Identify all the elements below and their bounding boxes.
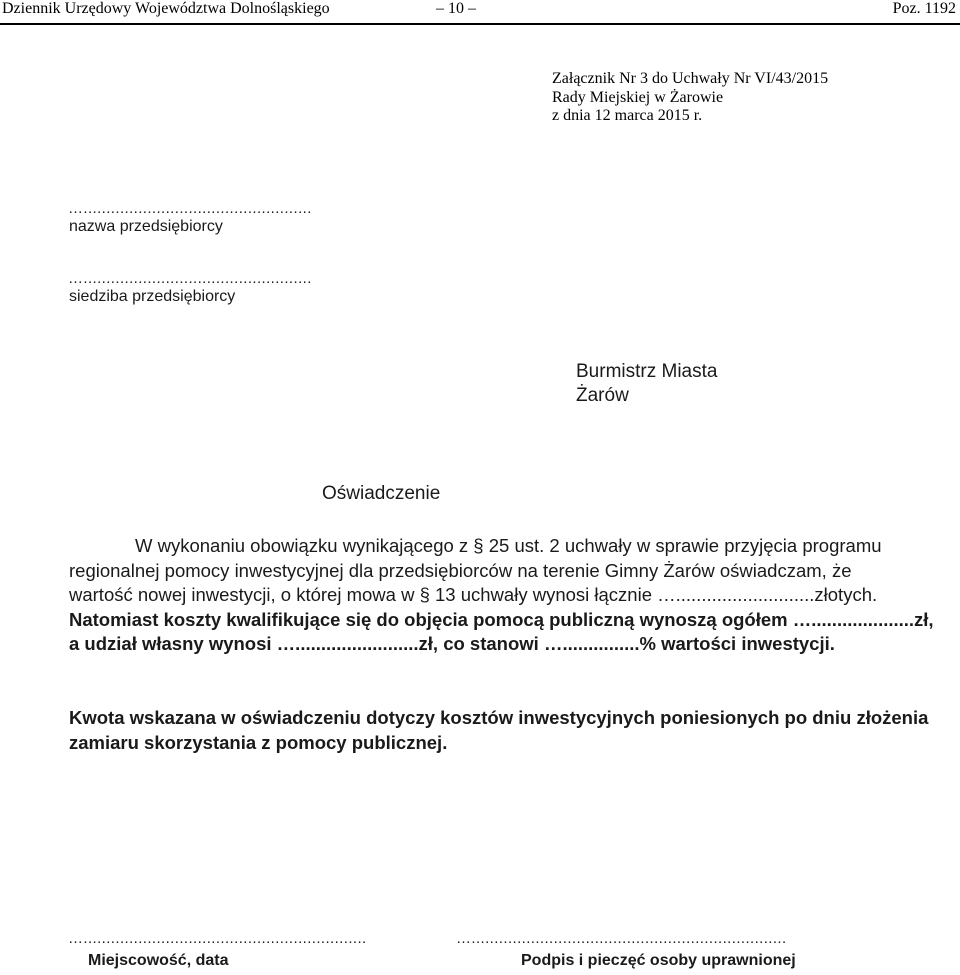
journal-title: Dziennik Urzędowy Województwa Dolnośląskiego: [2, 0, 330, 17]
position-number: Poz. 1192: [892, 0, 956, 17]
signature-field: ….....................................................................: [456, 930, 787, 947]
amount-note-paragraph: [69, 706, 935, 755]
statement-title: Oświadczenie: [322, 483, 441, 504]
company-name-field: …..................................................: [68, 200, 312, 217]
paragraph-line: zamiaru skorzystania z pomocy publicznej.: [69, 731, 448, 753]
company-seat-field: …..................................................: [68, 270, 312, 287]
signature-label: Podpis i pieczęć osoby uprawnionej: [521, 952, 796, 969]
company-seat-label: siedziba przedsiębiorcy: [69, 288, 236, 305]
paragraph-line: a udział własny wynosi …........................zł, co stanowi …...............% wartości inwestycji.: [69, 633, 835, 654]
statement-paragraph: [69, 534, 935, 657]
paragraph-line: regionalnej pomocy inwestycyjnej dla przedsiębiorców na terenie Gimny Żarów oświadczam, że: [69, 559, 852, 581]
paragraph-line: Natomiast koszty kwalifikujące się do objęcia pomocą publiczną wynoszą ogółem …....................zł,: [69, 608, 934, 630]
annex-line-3: z dnia 12 marca 2015 r.: [552, 107, 703, 124]
paragraph-line: Kwota wskazana w oświadczeniu dotyczy kosztów inwestycyjnych poniesionych po dniu złożenia: [69, 707, 929, 728]
header-divider: [0, 23, 960, 25]
annex-line-1: Załącznik Nr 3 do Uchwały Nr VI/43/2015: [552, 70, 829, 87]
annex-line-2: Rady Miejskiej w Żarowie: [552, 88, 724, 106]
recipient-line-2: Żarów: [576, 385, 629, 406]
place-date-label: Miejscowość, data: [88, 952, 229, 969]
recipient-line-1: Burmistrz Miasta: [576, 361, 718, 382]
page-number: – 10 –: [436, 0, 476, 17]
paragraph-line: W wykonaniu obowiązku wynikającego z § 25 ust. 2 uchwały w sprawie przyjęcia programu: [135, 535, 882, 556]
company-name-label: nazwa przedsiębiorcy: [69, 218, 223, 235]
paragraph-line: wartość nowej inwestycji, o której mowa w § 13 uchwały wynosi łącznie …...........................złotych.: [69, 584, 878, 605]
annex-note: [552, 70, 828, 126]
place-date-field: …..............................................................: [68, 930, 367, 947]
